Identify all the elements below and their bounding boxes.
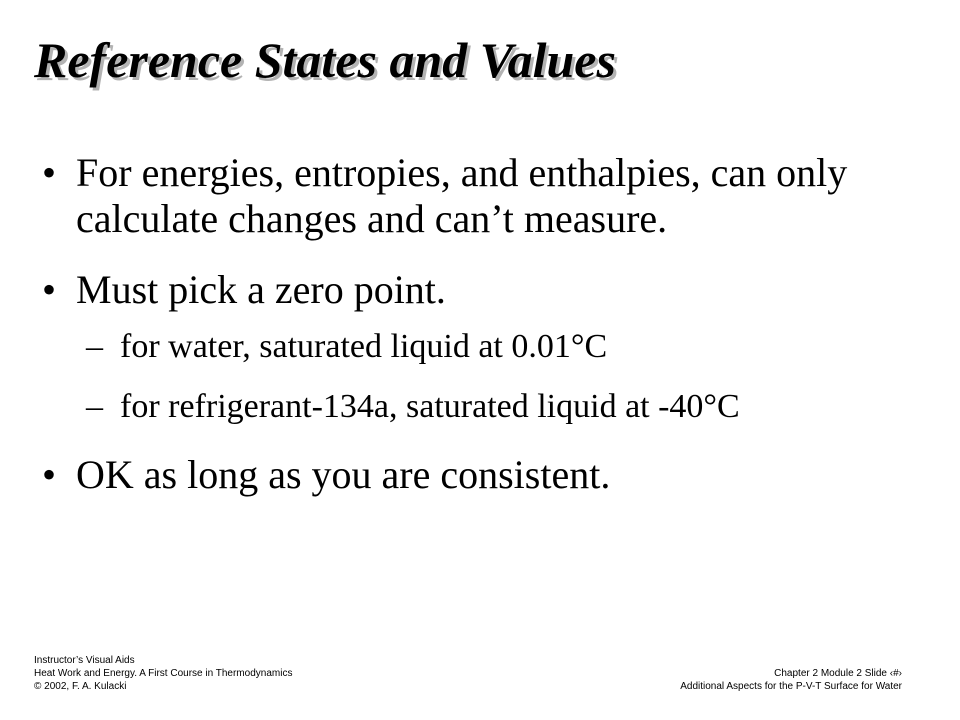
bullet-icon: • — [42, 452, 57, 497]
dash-icon: – — [86, 328, 103, 365]
footer-left-line-1: Instructor’s Visual Aids — [34, 655, 135, 666]
sub-bullet-refrigerant — [86, 387, 922, 427]
sub-bullet-text: for water, saturated liquid at 0.01°C — [120, 328, 608, 365]
sub-bullet-water — [86, 327, 922, 367]
dash-icon: – — [86, 388, 103, 425]
sub-bullet-text: for refrigerant-134a, saturated liquid at -40°C — [120, 388, 740, 425]
sub-bullet-list — [76, 327, 922, 427]
bullet-text: Must pick a zero point. — [76, 267, 446, 312]
footer-slide-info — [680, 667, 902, 693]
bullet-text: For energies, entropies, and enthalpies, can only calculate changes and can’t measure. — [76, 150, 848, 241]
slide-title: Reference States and Values — [34, 32, 616, 88]
bullet-icon: • — [42, 150, 57, 195]
bullet-item-consistent — [42, 452, 922, 498]
footer-credits — [34, 654, 292, 693]
bullet-item-energies — [42, 150, 922, 242]
footer-left-line-2: Heat Work and Energy. A First Course in Thermodynamics — [34, 668, 293, 679]
bullet-icon: • — [42, 267, 57, 312]
bullet-item-zero-point — [42, 267, 922, 427]
footer-right-line-1: Chapter 2 Module 2 Slide ‹#› — [774, 668, 902, 679]
bullet-text: OK as long as you are consistent. — [76, 452, 611, 497]
footer-left-line-3: © 2002, F. A. Kulacki — [34, 681, 127, 692]
footer-right-line-2: Additional Aspects for the P-V-T Surface for Water — [680, 681, 902, 692]
bullet-list — [42, 150, 922, 523]
